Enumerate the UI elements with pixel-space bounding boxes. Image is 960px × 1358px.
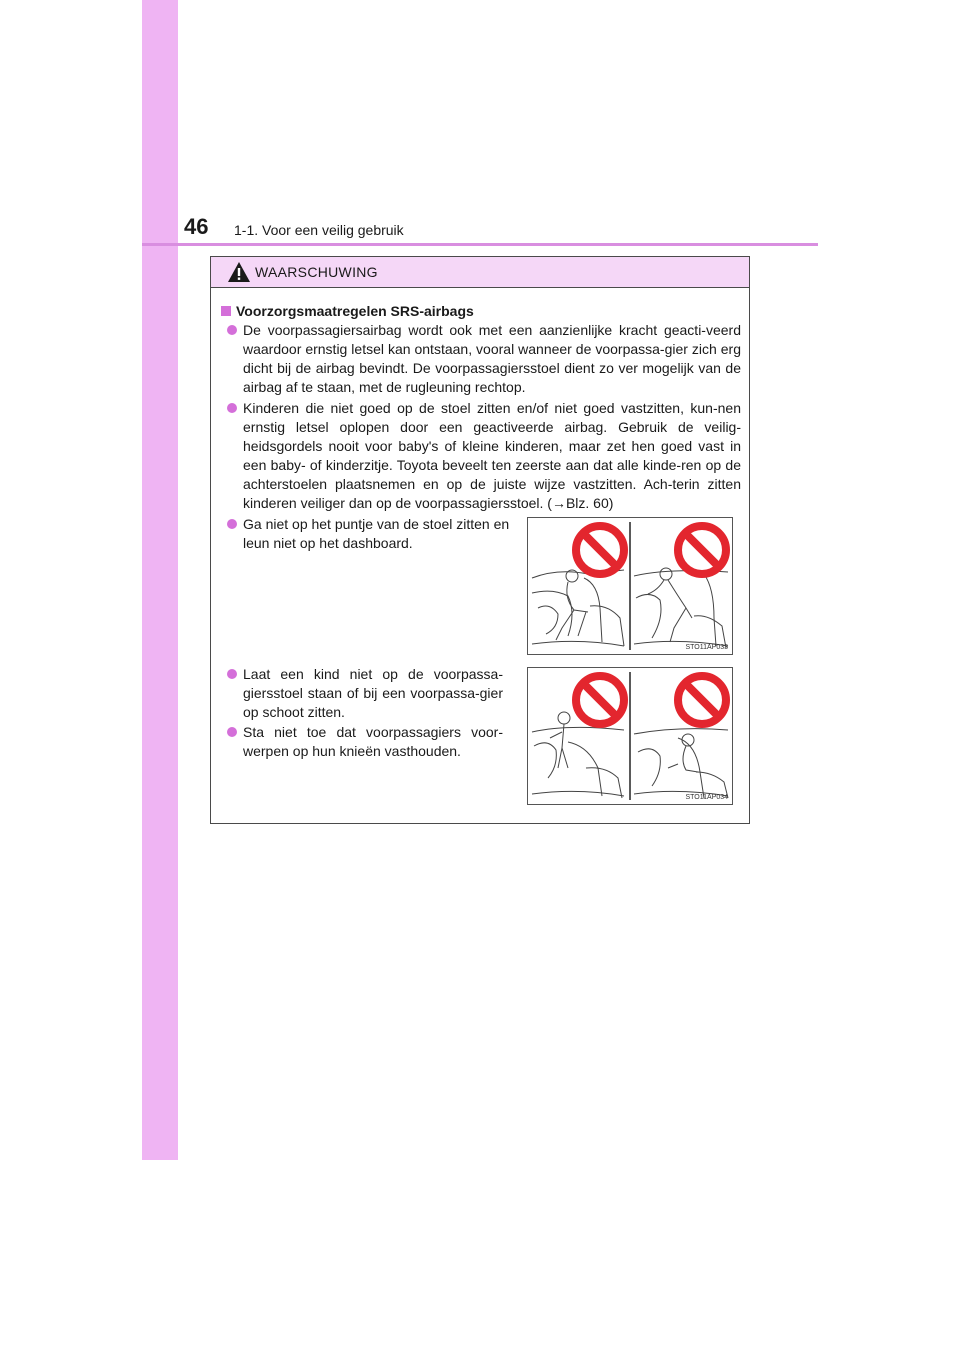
- bullet-text: Kinderen die niet goed op de stoel zitten en/of niet goed vastzitten, kun-nen ernstig letsel oplopen door een geactiveerde airbag. Gebruik de veilig-heidsgordels nooit voor baby's of kleine kinderen, maar zet hen goed vast in een baby- of kinderzitje. Toyota beveelt ten zeerste aan dat alle kinde-ren op de achterstoelen plaatsnemen en op de juiste wijze vastzitten. Ach-terin zitten kinderen veiliger dan op de voorpassagiersstoel. (→Blz. 60): [243, 400, 741, 511]
- page-number: 46: [184, 214, 209, 239]
- section-heading-text: Voorzorgsmaatregelen SRS-airbags: [236, 303, 474, 319]
- section-heading: [221, 303, 474, 319]
- warning-title: WAARSCHUWING: [255, 264, 378, 280]
- prohibition-sign-icon: [678, 676, 726, 724]
- bullet-text: Sta niet toe dat voorpassagiers voor-werpen op hun knieën vasthouden.: [243, 724, 503, 759]
- bullet-item: [243, 321, 741, 397]
- prohibition-sign-icon: [576, 676, 624, 724]
- car-interior-illustration: [528, 518, 732, 654]
- bullet-text: De voorpassagiersairbag wordt ook met een aanzienlijke kracht geacti-veerd waardoor ernstig letsel kan ontstaan, vooral wanneer de voorpassa-gier zich erg dicht bij de airbag bevindt. De voorpassagiersstoel dient zo ver mogelijk van de airbag af te staan, met de rugleuning rechtop.: [243, 322, 741, 395]
- illustration-leaning-on-dashboard: [527, 517, 733, 655]
- running-head: 1-1. Voor een veilig gebruik: [234, 222, 404, 238]
- square-bullet-icon: [221, 306, 231, 316]
- warning-triangle-icon: [227, 261, 251, 283]
- illustration-child-on-seat: [527, 667, 733, 805]
- bullet-text: Ga niet op het puntje van de stoel zitten en leun niet op het dashboard.: [243, 516, 510, 551]
- bullet-item: [243, 665, 503, 722]
- round-bullet-icon: [227, 519, 237, 529]
- prohibition-sign-icon: [576, 526, 624, 574]
- bullet-item: [243, 399, 741, 513]
- illustration-code: STO11AP034: [685, 794, 728, 801]
- illustration-code: STO11AP033: [685, 644, 728, 651]
- header-rule: [142, 243, 818, 246]
- round-bullet-icon: [227, 669, 237, 679]
- side-color-band: [142, 0, 178, 1160]
- round-bullet-icon: [227, 727, 237, 737]
- warning-header: [211, 257, 749, 288]
- bullet-item: [243, 515, 513, 553]
- bullet-item: [243, 723, 503, 761]
- bullet-text: Laat een kind niet op de voorpassa-giersstoel staan of bij een voorpassa-gier op schoot zitten.: [243, 666, 503, 720]
- round-bullet-icon: [227, 403, 237, 413]
- warning-box: [210, 256, 750, 824]
- round-bullet-icon: [227, 325, 237, 335]
- prohibition-sign-icon: [678, 526, 726, 574]
- car-interior-illustration: [528, 668, 732, 804]
